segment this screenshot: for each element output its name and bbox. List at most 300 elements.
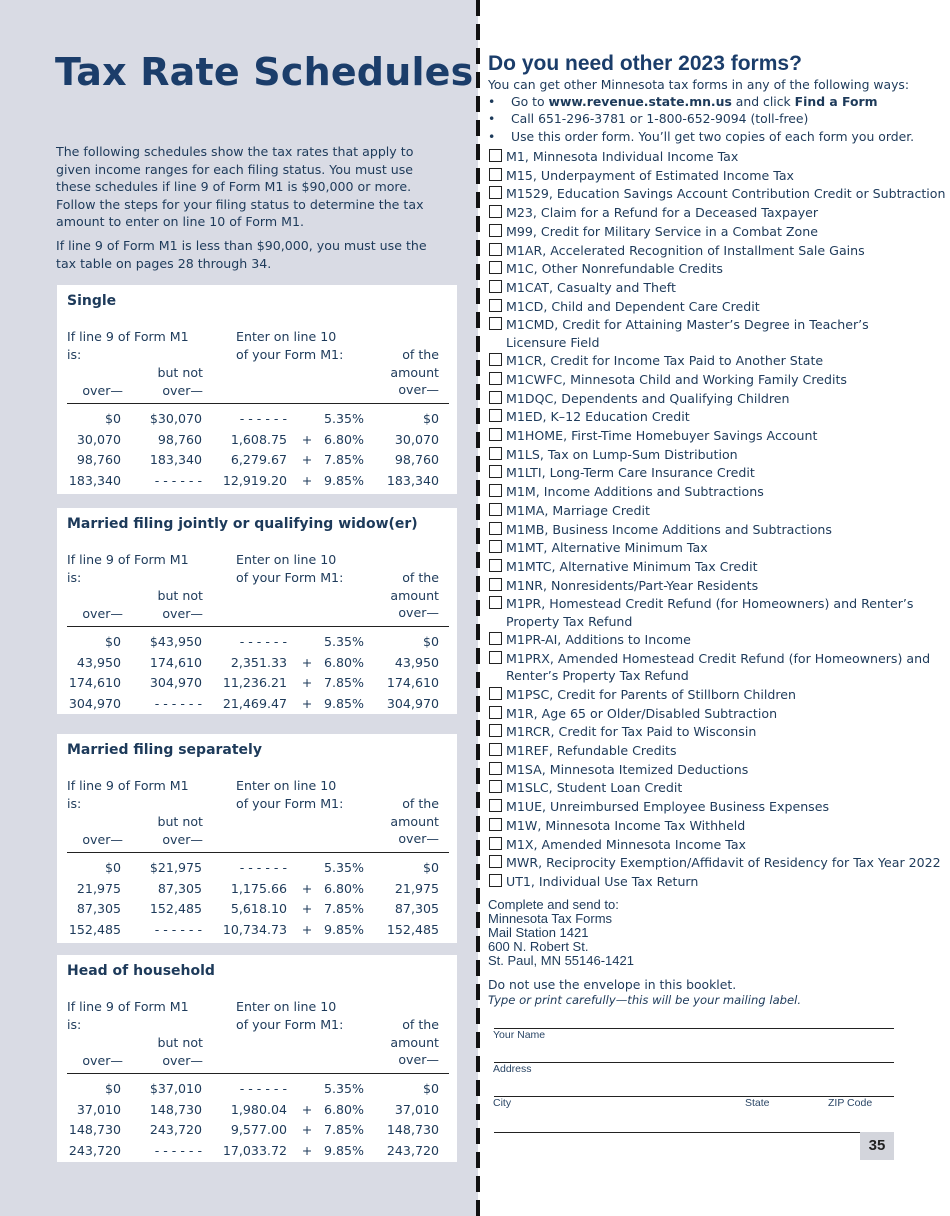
cell-but-not-over: $21,975 — [149, 860, 202, 875]
form-checkbox[interactable] — [489, 780, 502, 793]
city-state-zip-line — [494, 1132, 894, 1133]
order-form-title: Do you need other 2023 forms? — [488, 52, 802, 75]
header-enter-on — [236, 998, 343, 1033]
form-label: M1529, Education Savings Account Contribution Credit or Subtraction — [506, 186, 946, 202]
form-checkbox[interactable] — [489, 706, 502, 719]
form-checklist-item — [488, 371, 938, 388]
cell-rate: 6.80% — [323, 1101, 364, 1117]
cell-over: 21,975 — [76, 880, 121, 896]
send-to-heading: Complete and send to: — [488, 897, 619, 912]
form-checklist-item — [488, 483, 938, 500]
header-line: over— — [398, 1052, 439, 1067]
cell-but-not-over: - - - - - - — [154, 472, 202, 488]
header-if-line — [67, 328, 189, 363]
header-but-not: but not — [157, 1035, 203, 1050]
header-line: amount — [390, 1034, 439, 1050]
envelope-note: Do not use the envelope in this booklet. — [488, 977, 737, 992]
header-line: amount — [390, 813, 439, 829]
cell-of-amount-over: 37,010 — [394, 1101, 439, 1117]
form-checkbox[interactable] — [489, 243, 502, 256]
form-checkbox[interactable] — [489, 186, 502, 199]
header-line: If line 9 of Form M1 — [67, 552, 189, 567]
cell-base-tax: 1,175.66 — [230, 880, 287, 896]
form-label: M1CD, Child and Dependent Care Credit — [506, 298, 760, 314]
cell-of-amount-over: $0 — [422, 1081, 439, 1096]
form-checkbox[interactable] — [489, 409, 502, 422]
header-if-line — [67, 551, 189, 586]
cell-over: 87,305 — [76, 901, 121, 916]
cell-base-tax: 2,351.33 — [230, 654, 287, 670]
form-label: M1C, Other Nonrefundable Credits — [506, 261, 723, 277]
header-line: of the — [402, 1017, 439, 1032]
header-line: of your Form M1: — [236, 1016, 344, 1032]
form-checklist — [488, 148, 946, 892]
header-line: amount — [390, 587, 439, 603]
table-row — [57, 1141, 457, 1162]
cell-base-tax: 17,033.72 — [222, 1142, 287, 1158]
header-line: of your Form M1: — [236, 346, 344, 362]
form-checkbox[interactable] — [489, 168, 502, 181]
form-label: UT1, Individual Use Tax Return — [506, 873, 699, 889]
form-checkbox[interactable] — [489, 578, 502, 591]
form-checklist-item — [488, 631, 938, 648]
cell-plus: + — [301, 452, 313, 467]
form-label: Property Tax Refund — [506, 613, 633, 629]
address-line-text: 600 N. Robert St. — [488, 939, 589, 954]
header-over-2: over— — [162, 606, 203, 621]
cell-rate: 7.85% — [323, 675, 364, 690]
form-label: M1R, Age 65 or Older/Disabled Subtraction — [506, 705, 778, 721]
form-checkbox[interactable] — [489, 372, 502, 385]
website-link[interactable]: www.revenue.state.mn.us — [548, 94, 732, 109]
schedule-rows — [57, 1079, 457, 1161]
cell-over: $0 — [104, 634, 121, 649]
cell-rate: 5.35% — [323, 411, 364, 426]
header-over: over— — [82, 832, 123, 847]
cell-but-not-over: 243,720 — [149, 1122, 202, 1137]
form-checklist-item — [488, 148, 938, 165]
form-checkbox[interactable] — [489, 874, 502, 887]
address-line-text: Mail Station 1421 — [488, 925, 589, 940]
cell-base-tax: 12,919.20 — [222, 472, 287, 488]
cell-over: 174,610 — [68, 675, 121, 690]
cell-over: $0 — [104, 860, 121, 875]
form-checklist-item — [488, 836, 938, 853]
cell-plus: + — [301, 654, 313, 670]
cell-over: 152,485 — [68, 921, 121, 937]
form-checklist-item — [488, 873, 938, 890]
form-checkbox[interactable] — [489, 596, 502, 609]
table-row — [57, 694, 457, 715]
address-line — [494, 1062, 894, 1063]
cell-rate: 9.85% — [323, 472, 364, 488]
rate-schedule — [57, 734, 457, 943]
header-line: is: — [67, 346, 82, 362]
header-line: of the — [402, 796, 439, 811]
form-label: M1HOME, First-Time Homebuyer Savings Account — [506, 428, 818, 444]
page-number: 35 — [860, 1132, 894, 1160]
cell-plus: + — [301, 921, 313, 937]
cell-plus: + — [301, 880, 313, 896]
header-over-2: over— — [162, 383, 203, 398]
header-over: over— — [82, 383, 123, 398]
form-checkbox[interactable] — [489, 428, 502, 441]
header-line: Enter on line 10 — [236, 329, 337, 344]
cell-plus: + — [301, 901, 313, 916]
cell-of-amount-over: 87,305 — [394, 901, 439, 916]
address-label: Address — [493, 1063, 532, 1075]
cell-base-tax: 6,279.67 — [230, 452, 287, 467]
header-of-the-amount — [359, 998, 439, 1069]
form-checkbox[interactable] — [489, 205, 502, 218]
form-checkbox[interactable] — [489, 651, 502, 664]
form-label: M1ED, K–12 Education Credit — [506, 409, 690, 425]
form-checkbox[interactable] — [489, 353, 502, 366]
form-checkbox[interactable] — [489, 837, 502, 850]
form-checkbox[interactable] — [489, 391, 502, 404]
rate-schedule — [57, 508, 457, 714]
form-checkbox[interactable] — [489, 261, 502, 274]
cell-over: 243,720 — [68, 1142, 121, 1158]
form-label: M1CMD, Credit for Attaining Master’s Degree in Teacher’s — [506, 317, 869, 333]
zip-label: ZIP Code — [828, 1097, 873, 1109]
cell-but-not-over: $37,010 — [149, 1081, 202, 1096]
cell-but-not-over: 98,760 — [157, 431, 202, 447]
cell-rate: 7.85% — [323, 452, 364, 467]
address-line-text: Minnesota Tax Forms — [488, 911, 613, 926]
cell-of-amount-over: $0 — [422, 634, 439, 649]
cell-over: 37,010 — [76, 1101, 121, 1117]
cell-base-tax: 1,980.04 — [230, 1101, 287, 1117]
cell-of-amount-over: 21,975 — [394, 880, 439, 896]
header-over: over— — [82, 606, 123, 621]
form-checkbox[interactable] — [489, 855, 502, 868]
form-checklist-item — [488, 185, 946, 202]
cell-rate: 6.80% — [323, 880, 364, 896]
intro-paragraph: The following schedules show the tax rates that apply to given income ranges for each filing status. You must use these schedules if line 9 of Form M1 is $90,000 or more. Follow the steps for your filing status to determine the tax amount to enter on line 10 of Form M1. — [56, 144, 424, 229]
table-row — [57, 430, 457, 451]
cell-over: 148,730 — [68, 1122, 121, 1137]
form-label: M1, Minnesota Individual Income Tax — [506, 149, 739, 164]
cell-over: 304,970 — [68, 695, 121, 711]
form-label: MWR, Reciprocity Exemption/Affidavit of Residency for Tax Year 2022 — [506, 855, 941, 871]
form-checkbox[interactable] — [489, 280, 502, 293]
cell-of-amount-over: 148,730 — [386, 1122, 439, 1137]
form-label: M1CAT, Casualty and Theft — [506, 279, 676, 295]
header-line: of the — [402, 570, 439, 585]
cell-plus: + — [301, 472, 313, 488]
header-enter-on — [236, 328, 343, 363]
cell-of-amount-over: 183,340 — [386, 472, 439, 488]
form-checklist-item — [488, 352, 938, 369]
find-a-form-link[interactable]: Find a Form — [794, 94, 878, 109]
name-field[interactable] — [494, 1042, 894, 1061]
ways-to-order-list — [488, 93, 938, 145]
header-line: over— — [398, 382, 439, 397]
cell-over: $0 — [104, 411, 121, 426]
form-label: M1PR-AI, Additions to Income — [506, 632, 691, 648]
form-checkbox[interactable] — [489, 540, 502, 553]
form-checklist-item — [488, 279, 938, 296]
form-checkbox[interactable] — [489, 632, 502, 645]
form-label: M1RCR, Credit for Tax Paid to Wisconsin — [506, 724, 757, 740]
cell-plus: + — [301, 431, 313, 447]
form-checkbox[interactable] — [489, 799, 502, 812]
cell-plus: + — [301, 675, 313, 690]
header-but-not: but not — [157, 365, 203, 380]
schedule-rows — [57, 632, 457, 714]
form-checkbox[interactable] — [489, 484, 502, 497]
city-field[interactable] — [494, 1110, 734, 1131]
form-label: M1PR, Homestead Credit Refund (for Homeowners) and Renter’s — [506, 596, 914, 612]
form-label: M1CWFC, Minnesota Child and Working Family Credits — [506, 371, 847, 387]
rate-schedule — [57, 285, 457, 494]
form-label: Licensure Field — [506, 334, 600, 350]
table-row — [57, 879, 457, 900]
form-label: M1PSC, Credit for Parents of Stillborn Children — [506, 686, 796, 702]
cell-base-tax: 10,734.73 — [222, 921, 287, 937]
table-row — [57, 450, 457, 471]
cell-of-amount-over: 43,950 — [394, 654, 439, 670]
header-but-not: but not — [157, 588, 203, 603]
header-line: Enter on line 10 — [236, 999, 337, 1014]
form-label: M1REF, Refundable Credits — [506, 743, 677, 758]
form-checklist-item — [488, 408, 938, 425]
cell-rate: 6.80% — [323, 431, 364, 447]
cell-base-tax: - - - - - - — [239, 860, 287, 875]
form-label: M1SLC, Student Loan Credit — [506, 780, 683, 796]
form-checklist-item — [488, 705, 938, 722]
table-row — [57, 920, 457, 941]
form-label: M1PRX, Amended Homestead Credit Refund (for Homeowners) and — [506, 650, 931, 666]
form-checkbox[interactable] — [489, 818, 502, 831]
header-line: If line 9 of Form M1 — [67, 999, 189, 1014]
form-checklist-item — [488, 558, 938, 575]
form-checkbox[interactable] — [489, 149, 502, 162]
cell-of-amount-over: 174,610 — [386, 675, 439, 690]
cell-but-not-over: - - - - - - — [154, 1142, 202, 1158]
form-label: M1AR, Accelerated Recognition of Installment Sale Gains — [506, 242, 865, 258]
order-form-intro: You can get other Minnesota tax forms in any of the following ways: — [488, 77, 910, 92]
form-checkbox[interactable] — [489, 724, 502, 737]
header-line: If line 9 of Form M1 — [67, 778, 189, 793]
form-checklist-item — [488, 242, 938, 259]
table-row — [57, 858, 457, 879]
header-line: If line 9 of Form M1 — [67, 329, 189, 344]
header-line: of your Form M1: — [236, 795, 344, 811]
form-label: M1UE, Unreimbursed Employee Business Expenses — [506, 799, 830, 815]
bullet-phone: • Call 651-296-3781 or 1-800-652-9094 (toll-free) — [488, 110, 938, 127]
form-checklist-item — [488, 854, 941, 871]
cut-line — [476, 0, 480, 1216]
header-rule — [67, 1073, 449, 1074]
form-checklist-item — [488, 577, 938, 594]
header-line: is: — [67, 1016, 82, 1032]
form-checkbox[interactable] — [489, 559, 502, 572]
form-checklist-item — [488, 502, 938, 519]
cell-over: $0 — [104, 1081, 121, 1096]
cell-but-not-over: 87,305 — [157, 880, 202, 896]
cell-but-not-over: 152,485 — [149, 901, 202, 916]
schedule-title: Head of household — [67, 963, 215, 979]
header-if-line — [67, 777, 189, 812]
order-form-panel — [488, 0, 946, 1216]
cell-of-amount-over: 304,970 — [386, 695, 439, 711]
header-line: over— — [398, 605, 439, 620]
header-enter-on — [236, 777, 343, 812]
table-row — [57, 899, 457, 920]
table-row — [57, 632, 457, 653]
cell-base-tax: 5,618.10 — [230, 901, 287, 916]
form-checklist-item — [488, 650, 938, 684]
form-checklist-item — [488, 298, 938, 315]
header-line: is: — [67, 795, 82, 811]
header-if-line — [67, 998, 189, 1033]
cell-of-amount-over: 243,720 — [386, 1142, 439, 1158]
header-over-2: over— — [162, 1053, 203, 1068]
state-field[interactable] — [745, 1110, 820, 1131]
form-checkbox[interactable] — [489, 687, 502, 700]
address-line-text: St. Paul, MN 55146-1421 — [488, 953, 634, 968]
cell-rate: 6.80% — [323, 654, 364, 670]
header-line: over— — [398, 831, 439, 846]
cell-but-not-over: - - - - - - — [154, 695, 202, 711]
form-checklist-item — [488, 761, 938, 778]
form-checklist-item — [488, 595, 938, 629]
cell-over: 98,760 — [76, 452, 121, 467]
cell-of-amount-over: 98,760 — [394, 452, 439, 467]
form-label: M1LS, Tax on Lump-Sum Distribution — [506, 446, 738, 462]
form-checklist-item — [488, 204, 938, 221]
form-checkbox[interactable] — [489, 465, 502, 478]
form-checklist-item — [488, 798, 938, 815]
cell-rate: 7.85% — [323, 1122, 364, 1137]
form-label: M1MB, Business Income Additions and Subtractions — [506, 521, 832, 537]
cell-over: 30,070 — [76, 431, 121, 447]
cell-but-not-over: 148,730 — [149, 1101, 202, 1117]
cell-base-tax: 9,577.00 — [230, 1122, 287, 1137]
form-checklist-item — [488, 779, 938, 796]
form-checkbox[interactable] — [489, 522, 502, 535]
header-line: is: — [67, 569, 82, 585]
table-row — [57, 409, 457, 430]
header-enter-on — [236, 551, 343, 586]
header-line: Enter on line 10 — [236, 778, 337, 793]
form-label: M1SA, Minnesota Itemized Deductions — [506, 761, 749, 777]
form-label: M1CR, Credit for Income Tax Paid to Another State — [506, 353, 824, 369]
table-row — [57, 1100, 457, 1121]
cell-rate: 7.85% — [323, 901, 364, 916]
form-checklist-item — [488, 167, 938, 184]
form-checkbox[interactable] — [489, 317, 502, 330]
cell-rate: 9.85% — [323, 695, 364, 711]
mailing-address — [488, 898, 634, 968]
cell-rate: 5.35% — [323, 860, 364, 875]
cell-over: 43,950 — [76, 654, 121, 670]
form-checklist-item — [488, 817, 938, 834]
form-label: Renter’s Property Tax Refund — [506, 668, 689, 684]
schedule-title: Married filing separately — [67, 742, 262, 758]
address-field[interactable] — [494, 1076, 894, 1095]
bullet-website: • Go to www.revenue.state.mn.us and click Find a Form — [488, 93, 938, 110]
page-title: Tax Rate Schedules — [55, 50, 474, 94]
cell-plus: + — [301, 1101, 313, 1117]
rate-schedule — [57, 955, 457, 1162]
header-of-the-amount — [359, 551, 439, 622]
cell-rate: 5.35% — [323, 1081, 364, 1096]
form-label: M1LTI, Long-Term Care Insurance Credit — [506, 465, 755, 481]
form-checklist-item — [488, 686, 938, 703]
form-label: M1MT, Alternative Minimum Tax — [506, 540, 708, 556]
form-checkbox[interactable] — [489, 762, 502, 775]
header-but-not: but not — [157, 814, 203, 829]
cell-rate: 5.35% — [323, 634, 364, 649]
cell-base-tax: - - - - - - — [239, 411, 287, 426]
form-checklist-item — [488, 260, 938, 277]
cell-rate: 9.85% — [323, 921, 364, 937]
header-rule — [67, 852, 449, 853]
form-checklist-item — [488, 521, 938, 538]
cell-over: 183,340 — [68, 472, 121, 488]
cell-base-tax: - - - - - - — [239, 634, 287, 649]
cell-but-not-over: $30,070 — [149, 411, 202, 426]
header-over: over— — [82, 1053, 123, 1068]
header-line: Enter on line 10 — [236, 552, 337, 567]
cell-rate: 9.85% — [323, 1142, 364, 1158]
form-label: M1DQC, Dependents and Qualifying Children — [506, 390, 790, 406]
form-checklist-item — [488, 223, 938, 240]
form-checklist-item — [488, 723, 938, 740]
cell-of-amount-over: $0 — [422, 411, 439, 426]
cell-but-not-over: $43,950 — [149, 634, 202, 649]
form-checkbox[interactable] — [489, 224, 502, 237]
form-checklist-item — [488, 427, 938, 444]
state-label: State — [745, 1097, 770, 1109]
cell-of-amount-over: 152,485 — [386, 921, 439, 937]
form-label: M1X, Amended Minnesota Income Tax — [506, 836, 746, 852]
form-checkbox[interactable] — [489, 743, 502, 756]
form-checklist-item — [488, 446, 938, 463]
name-line — [494, 1028, 894, 1029]
zip-field[interactable] — [828, 1110, 894, 1131]
form-checkbox[interactable] — [489, 299, 502, 312]
cell-base-tax: - - - - - - — [239, 1081, 287, 1096]
cell-but-not-over: 183,340 — [149, 452, 202, 467]
form-label: M1MTC, Alternative Minimum Tax Credit — [506, 558, 758, 574]
name-label: Your Name — [493, 1029, 546, 1041]
form-checkbox[interactable] — [489, 447, 502, 460]
bullet-order-form: • Use this order form. You’ll get two copies of each form you order. — [488, 128, 938, 145]
header-over-2: over— — [162, 832, 203, 847]
form-label: M23, Claim for a Refund for a Deceased Taxpayer — [506, 205, 819, 221]
table-row — [57, 1120, 457, 1141]
schedule-title: Married filing jointly or qualifying widow(er) — [67, 516, 418, 532]
schedule-rows — [57, 409, 457, 491]
cell-but-not-over: 304,970 — [149, 675, 202, 690]
cell-but-not-over: 174,610 — [149, 654, 202, 670]
schedule-title: Single — [67, 293, 117, 309]
cell-but-not-over: - - - - - - — [154, 921, 202, 937]
cell-plus: + — [301, 1142, 313, 1158]
table-row — [57, 673, 457, 694]
form-checkbox[interactable] — [489, 503, 502, 516]
header-rule — [67, 403, 449, 404]
cell-plus: + — [301, 695, 313, 711]
header-line: of the — [402, 347, 439, 362]
header-of-the-amount — [359, 777, 439, 848]
header-line: amount — [390, 364, 439, 380]
form-label: M1MA, Marriage Credit — [506, 502, 650, 518]
